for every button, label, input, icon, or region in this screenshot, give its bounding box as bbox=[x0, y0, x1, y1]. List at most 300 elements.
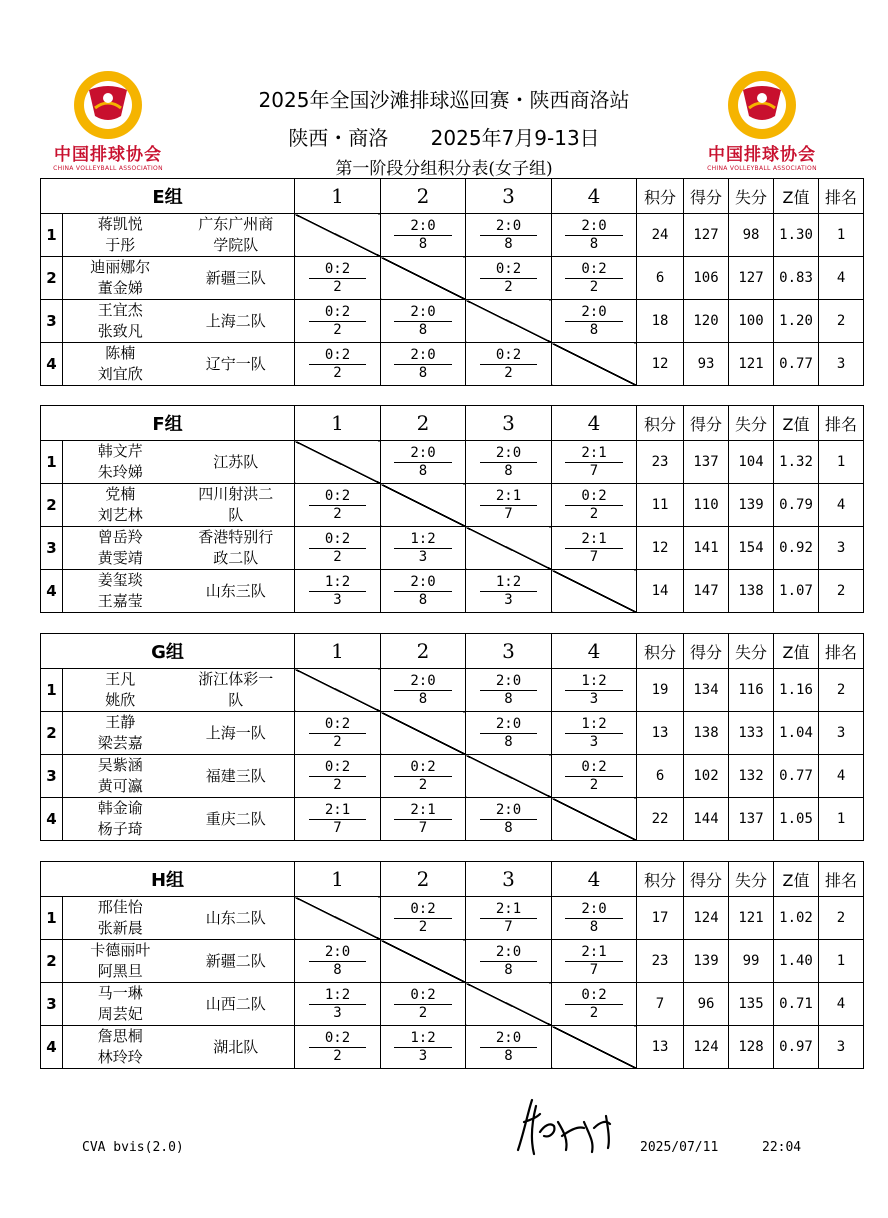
rank-value: 3 bbox=[819, 527, 864, 570]
match-result-cell bbox=[295, 570, 381, 613]
match-points: 3 bbox=[333, 591, 342, 608]
match-result bbox=[565, 901, 622, 936]
scored-value: 127 bbox=[684, 214, 729, 257]
table-row bbox=[41, 300, 864, 343]
match-result-cell bbox=[552, 712, 637, 755]
team-name-line: 四川射洪二 bbox=[198, 485, 274, 503]
player-names bbox=[63, 1026, 174, 1069]
player-name: 吴紫涵 bbox=[97, 756, 143, 774]
print-date: 2025/07/11 bbox=[640, 1140, 719, 1155]
set-score: 2:1 bbox=[394, 802, 451, 820]
conceded-value: 138 bbox=[729, 570, 774, 613]
match-result bbox=[565, 488, 622, 523]
table-row bbox=[41, 257, 864, 300]
conceded-value: 104 bbox=[729, 441, 774, 484]
match-points: 2 bbox=[333, 278, 342, 295]
rank-value: 2 bbox=[819, 570, 864, 613]
set-score: 1:2 bbox=[309, 987, 366, 1005]
set-score: 1:2 bbox=[394, 1030, 451, 1048]
set-score: 0:2 bbox=[480, 261, 537, 279]
table-row bbox=[41, 798, 864, 841]
table-row bbox=[41, 983, 864, 1026]
opponent-column-header: 3 bbox=[466, 406, 552, 441]
match-result bbox=[394, 802, 451, 837]
team-name-line: 山西二队 bbox=[205, 994, 266, 1013]
player-name: 梁芸嘉 bbox=[97, 734, 143, 752]
group-table bbox=[40, 861, 864, 1069]
team-name bbox=[174, 484, 295, 527]
set-score: 0:2 bbox=[309, 716, 366, 734]
scored-column-header: 得分 bbox=[684, 862, 729, 897]
self-match-cell bbox=[552, 1026, 637, 1069]
set-score: 0:2 bbox=[565, 488, 622, 506]
logo-english-text: CHINA VOLLEYBALL ASSOCIATION bbox=[53, 165, 163, 172]
team-name-line: 队 bbox=[228, 506, 244, 524]
table-row bbox=[41, 755, 864, 798]
match-points: 3 bbox=[418, 1047, 428, 1064]
table-row bbox=[41, 897, 864, 940]
match-points: 3 bbox=[589, 690, 599, 707]
match-points: 8 bbox=[418, 690, 428, 707]
player-name: 王凡 bbox=[105, 670, 136, 688]
set-score: 0:2 bbox=[565, 987, 622, 1005]
team-index: 4 bbox=[41, 343, 63, 386]
team-name-line: 政二队 bbox=[213, 549, 259, 567]
match-result bbox=[394, 1030, 451, 1065]
table-row bbox=[41, 343, 864, 386]
logo-chinese-text: 中国排球协会 bbox=[708, 145, 816, 165]
points-value: 13 bbox=[637, 1026, 684, 1069]
player-name: 党楠 bbox=[105, 485, 136, 503]
set-score: 2:1 bbox=[480, 901, 537, 919]
table-row bbox=[41, 570, 864, 613]
match-result bbox=[480, 802, 537, 837]
points-value: 13 bbox=[637, 712, 684, 755]
match-result bbox=[394, 347, 451, 382]
team-name bbox=[174, 570, 295, 613]
match-result bbox=[309, 574, 366, 609]
set-score: 1:2 bbox=[309, 574, 366, 592]
player-name: 黄雯靖 bbox=[97, 549, 143, 567]
player-names bbox=[63, 798, 174, 841]
rank-value: 2 bbox=[819, 300, 864, 343]
match-points: 8 bbox=[418, 462, 428, 479]
match-points: 2 bbox=[418, 918, 428, 935]
match-result bbox=[309, 716, 366, 751]
self-match-cell bbox=[466, 527, 552, 570]
match-points: 8 bbox=[418, 364, 428, 381]
match-result bbox=[565, 531, 622, 566]
match-points: 8 bbox=[504, 819, 513, 836]
match-result bbox=[565, 944, 622, 979]
match-points: 7 bbox=[589, 462, 599, 479]
match-result-cell bbox=[381, 755, 466, 798]
match-result-cell bbox=[466, 940, 552, 983]
logo-chinese-text: 中国排球协会 bbox=[54, 145, 162, 165]
team-index: 3 bbox=[41, 755, 63, 798]
opponent-column-header: 4 bbox=[552, 634, 637, 669]
match-result bbox=[565, 304, 622, 339]
player-name: 刘宜欣 bbox=[97, 365, 143, 383]
group-table bbox=[40, 633, 864, 841]
player-names bbox=[63, 940, 174, 983]
match-result-cell bbox=[466, 669, 552, 712]
points-value: 23 bbox=[637, 441, 684, 484]
self-match-cell bbox=[466, 983, 552, 1026]
rank-value: 4 bbox=[819, 755, 864, 798]
points-value: 22 bbox=[637, 798, 684, 841]
conceded-value: 100 bbox=[729, 300, 774, 343]
z-column-header: Z值 bbox=[774, 862, 819, 897]
match-result-cell bbox=[381, 343, 466, 386]
match-result-cell bbox=[552, 755, 637, 798]
match-points: 2 bbox=[418, 1004, 428, 1021]
match-result-cell bbox=[466, 897, 552, 940]
match-points: 2 bbox=[589, 505, 599, 522]
set-score: 0:2 bbox=[565, 261, 622, 279]
set-score: 2:1 bbox=[480, 488, 537, 506]
conceded-value: 154 bbox=[729, 527, 774, 570]
group-header-row bbox=[41, 634, 864, 669]
team-name bbox=[174, 755, 295, 798]
rank-value: 2 bbox=[819, 897, 864, 940]
team-name-line: 辽宁一队 bbox=[205, 354, 266, 373]
player-name: 姚欣 bbox=[105, 691, 136, 709]
match-points: 7 bbox=[418, 819, 428, 836]
opponent-column-header: 1 bbox=[295, 634, 381, 669]
points-column-header: 积分 bbox=[637, 406, 684, 441]
conceded-value: 137 bbox=[729, 798, 774, 841]
match-result bbox=[565, 716, 622, 751]
tournament-title: 2025年全国沙滩排球巡回赛・陕西商洛站 bbox=[258, 88, 630, 112]
player-name: 姜玺琰 bbox=[97, 571, 143, 589]
conceded-column-header: 失分 bbox=[729, 862, 774, 897]
opponent-column-header: 2 bbox=[381, 634, 466, 669]
match-result bbox=[309, 759, 366, 794]
scored-value: 102 bbox=[684, 755, 729, 798]
team-index: 2 bbox=[41, 712, 63, 755]
match-result-cell bbox=[552, 214, 637, 257]
match-result bbox=[480, 488, 537, 523]
player-name: 韩文芹 bbox=[97, 442, 143, 460]
scored-value: 147 bbox=[684, 570, 729, 613]
player-names bbox=[63, 484, 174, 527]
match-result-cell bbox=[295, 983, 381, 1026]
points-value: 7 bbox=[637, 983, 684, 1026]
match-result bbox=[480, 218, 537, 253]
conceded-value: 135 bbox=[729, 983, 774, 1026]
match-result-cell bbox=[381, 527, 466, 570]
match-result bbox=[565, 218, 622, 253]
match-result bbox=[394, 218, 451, 253]
match-result bbox=[309, 1030, 366, 1065]
player-name: 卡德丽叶 bbox=[90, 941, 151, 959]
player-names bbox=[63, 527, 174, 570]
player-name: 张新晨 bbox=[97, 919, 143, 937]
match-points: 8 bbox=[418, 321, 428, 338]
z-value: 1.05 bbox=[774, 798, 819, 841]
rank-value: 1 bbox=[819, 798, 864, 841]
scored-value: 144 bbox=[684, 798, 729, 841]
self-match-cell bbox=[381, 257, 466, 300]
match-points: 2 bbox=[333, 1047, 342, 1064]
player-names bbox=[63, 897, 174, 940]
points-value: 17 bbox=[637, 897, 684, 940]
set-score: 2:0 bbox=[394, 574, 451, 592]
team-name bbox=[174, 798, 295, 841]
scored-value: 96 bbox=[684, 983, 729, 1026]
conceded-value: 98 bbox=[729, 214, 774, 257]
match-result bbox=[394, 987, 451, 1022]
z-column-header: Z值 bbox=[774, 179, 819, 214]
match-result-cell bbox=[552, 484, 637, 527]
match-points: 8 bbox=[589, 321, 599, 338]
table-subtitle: 第一阶段分组积分表(女子组) bbox=[335, 159, 553, 179]
group-name: E组 bbox=[41, 179, 295, 214]
set-score: 0:2 bbox=[309, 304, 366, 322]
player-name: 张致凡 bbox=[97, 322, 143, 340]
player-name: 阿黑旦 bbox=[97, 962, 143, 980]
scored-value: 120 bbox=[684, 300, 729, 343]
opponent-column-header: 2 bbox=[381, 179, 466, 214]
match-points: 3 bbox=[333, 1004, 342, 1021]
team-name bbox=[174, 712, 295, 755]
opponent-column-header: 1 bbox=[295, 406, 381, 441]
match-result bbox=[480, 574, 537, 609]
match-result-cell bbox=[466, 1026, 552, 1069]
opponent-column-header: 4 bbox=[552, 406, 637, 441]
match-points: 2 bbox=[504, 278, 513, 295]
self-match-cell bbox=[295, 441, 381, 484]
scored-value: 110 bbox=[684, 484, 729, 527]
match-points: 8 bbox=[589, 918, 599, 935]
player-name: 韩金谕 bbox=[97, 799, 143, 817]
match-result-cell bbox=[295, 257, 381, 300]
player-name: 周芸妃 bbox=[97, 1005, 143, 1023]
player-name: 迪丽娜尔 bbox=[90, 258, 151, 276]
team-name-line: 山东三队 bbox=[205, 581, 266, 600]
logo-english-text: CHINA VOLLEYBALL ASSOCIATION bbox=[707, 165, 817, 172]
opponent-column-header: 1 bbox=[295, 179, 381, 214]
match-points: 2 bbox=[333, 364, 342, 381]
match-result-cell bbox=[381, 798, 466, 841]
z-value: 0.79 bbox=[774, 484, 819, 527]
points-value: 12 bbox=[637, 343, 684, 386]
set-score: 2:0 bbox=[480, 673, 537, 691]
match-points: 3 bbox=[589, 733, 599, 750]
team-name-line: 湖北队 bbox=[213, 1037, 259, 1056]
points-column-header: 积分 bbox=[637, 634, 684, 669]
rank-value: 4 bbox=[819, 983, 864, 1026]
self-match-cell bbox=[381, 940, 466, 983]
event-dates: 2025年7月9-13日 bbox=[430, 126, 600, 150]
team-index: 2 bbox=[41, 257, 63, 300]
match-result-cell bbox=[552, 257, 637, 300]
match-points: 3 bbox=[418, 548, 428, 565]
location-date-line bbox=[0, 122, 888, 151]
team-index: 1 bbox=[41, 214, 63, 257]
rank-value: 3 bbox=[819, 343, 864, 386]
team-index: 4 bbox=[41, 570, 63, 613]
team-index: 1 bbox=[41, 669, 63, 712]
rank-column-header: 排名 bbox=[819, 634, 864, 669]
match-result-cell bbox=[295, 527, 381, 570]
self-match-cell bbox=[466, 300, 552, 343]
player-name: 王宜杰 bbox=[97, 301, 143, 319]
z-value: 1.02 bbox=[774, 897, 819, 940]
table-row bbox=[41, 441, 864, 484]
z-value: 1.32 bbox=[774, 441, 819, 484]
scored-value: 106 bbox=[684, 257, 729, 300]
table-row bbox=[41, 940, 864, 983]
match-result-cell bbox=[466, 214, 552, 257]
points-value: 18 bbox=[637, 300, 684, 343]
z-value: 1.04 bbox=[774, 712, 819, 755]
set-score: 2:1 bbox=[309, 802, 366, 820]
match-result bbox=[394, 574, 451, 609]
z-value: 0.77 bbox=[774, 343, 819, 386]
group-header-row bbox=[41, 862, 864, 897]
scored-value: 124 bbox=[684, 897, 729, 940]
match-result-cell bbox=[381, 983, 466, 1026]
player-names bbox=[63, 257, 174, 300]
print-time: 22:04 bbox=[762, 1140, 802, 1155]
conceded-column-header: 失分 bbox=[729, 179, 774, 214]
match-points: 2 bbox=[333, 321, 342, 338]
match-result-cell bbox=[295, 1026, 381, 1069]
set-score: 0:2 bbox=[309, 488, 366, 506]
group-table bbox=[40, 405, 864, 613]
match-result bbox=[394, 901, 451, 936]
player-name: 黄可瀛 bbox=[97, 777, 143, 795]
set-score: 2:0 bbox=[480, 218, 537, 236]
team-name bbox=[174, 257, 295, 300]
scored-value: 124 bbox=[684, 1026, 729, 1069]
conceded-value: 99 bbox=[729, 940, 774, 983]
table-row bbox=[41, 214, 864, 257]
match-points: 2 bbox=[333, 548, 342, 565]
set-score: 1:2 bbox=[565, 673, 622, 691]
set-score: 2:0 bbox=[565, 304, 622, 322]
match-result-cell bbox=[381, 441, 466, 484]
match-result bbox=[480, 944, 537, 979]
self-match-cell bbox=[295, 214, 381, 257]
rank-value: 1 bbox=[819, 214, 864, 257]
match-points: 8 bbox=[504, 1047, 513, 1064]
match-result bbox=[565, 261, 622, 296]
scored-column-header: 得分 bbox=[684, 634, 729, 669]
match-points: 7 bbox=[333, 819, 342, 836]
points-value: 11 bbox=[637, 484, 684, 527]
self-match-cell bbox=[552, 798, 637, 841]
player-names bbox=[63, 570, 174, 613]
player-names bbox=[63, 300, 174, 343]
set-score: 2:0 bbox=[394, 347, 451, 365]
z-value: 0.71 bbox=[774, 983, 819, 1026]
self-match-cell bbox=[381, 484, 466, 527]
self-match-cell bbox=[295, 669, 381, 712]
opponent-column-header: 3 bbox=[466, 179, 552, 214]
team-index: 4 bbox=[41, 798, 63, 841]
group-header-row bbox=[41, 179, 864, 214]
team-index: 3 bbox=[41, 983, 63, 1026]
player-name: 陈楠 bbox=[105, 344, 136, 362]
set-score: 2:0 bbox=[394, 218, 451, 236]
match-result-cell bbox=[552, 527, 637, 570]
match-result bbox=[309, 944, 366, 979]
z-value: 1.40 bbox=[774, 940, 819, 983]
match-points: 8 bbox=[504, 235, 513, 252]
player-name: 王嘉莹 bbox=[97, 592, 143, 610]
set-score: 0:2 bbox=[565, 759, 622, 777]
match-result-cell bbox=[552, 669, 637, 712]
match-result-cell bbox=[295, 484, 381, 527]
match-result-cell bbox=[381, 214, 466, 257]
player-name: 林玲玲 bbox=[97, 1048, 143, 1066]
set-score: 0:2 bbox=[309, 759, 366, 777]
set-score: 0:2 bbox=[394, 759, 451, 777]
opponent-column-header: 4 bbox=[552, 862, 637, 897]
team-name bbox=[174, 897, 295, 940]
match-result bbox=[309, 987, 366, 1022]
player-name: 邢佳怡 bbox=[97, 898, 143, 916]
handwritten-signature-icon bbox=[510, 1092, 630, 1162]
match-result-cell bbox=[552, 940, 637, 983]
conceded-value: 132 bbox=[729, 755, 774, 798]
match-points: 2 bbox=[333, 505, 342, 522]
opponent-column-header: 1 bbox=[295, 862, 381, 897]
points-value: 14 bbox=[637, 570, 684, 613]
z-value: 0.92 bbox=[774, 527, 819, 570]
team-name-line: 浙江体彩一 bbox=[198, 670, 274, 688]
team-index: 2 bbox=[41, 940, 63, 983]
set-score: 2:1 bbox=[565, 944, 622, 962]
match-points: 8 bbox=[333, 961, 342, 978]
match-points: 7 bbox=[589, 961, 599, 978]
team-name-line: 新疆三队 bbox=[205, 268, 266, 287]
match-result-cell bbox=[381, 300, 466, 343]
z-value: 1.30 bbox=[774, 214, 819, 257]
set-score: 2:0 bbox=[480, 716, 537, 734]
team-name-line: 山东二队 bbox=[205, 908, 266, 927]
z-value: 1.20 bbox=[774, 300, 819, 343]
set-score: 0:2 bbox=[394, 987, 451, 1005]
set-score: 2:1 bbox=[565, 445, 622, 463]
rank-value: 2 bbox=[819, 669, 864, 712]
player-names bbox=[63, 669, 174, 712]
match-points: 7 bbox=[504, 505, 513, 522]
opponent-column-header: 2 bbox=[381, 406, 466, 441]
scored-value: 134 bbox=[684, 669, 729, 712]
opponent-column-header: 3 bbox=[466, 862, 552, 897]
rank-column-header: 排名 bbox=[819, 862, 864, 897]
scored-value: 139 bbox=[684, 940, 729, 983]
match-result-cell bbox=[295, 343, 381, 386]
team-index: 1 bbox=[41, 897, 63, 940]
group-name: F组 bbox=[41, 406, 295, 441]
set-score: 2:0 bbox=[309, 944, 366, 962]
match-points: 2 bbox=[589, 1004, 599, 1021]
points-value: 24 bbox=[637, 214, 684, 257]
z-value: 0.77 bbox=[774, 755, 819, 798]
group-name: H组 bbox=[41, 862, 295, 897]
z-column-header: Z值 bbox=[774, 634, 819, 669]
match-points: 7 bbox=[504, 918, 513, 935]
rank-column-header: 排名 bbox=[819, 406, 864, 441]
set-score: 0:2 bbox=[480, 347, 537, 365]
player-names bbox=[63, 441, 174, 484]
set-score: 0:2 bbox=[309, 347, 366, 365]
